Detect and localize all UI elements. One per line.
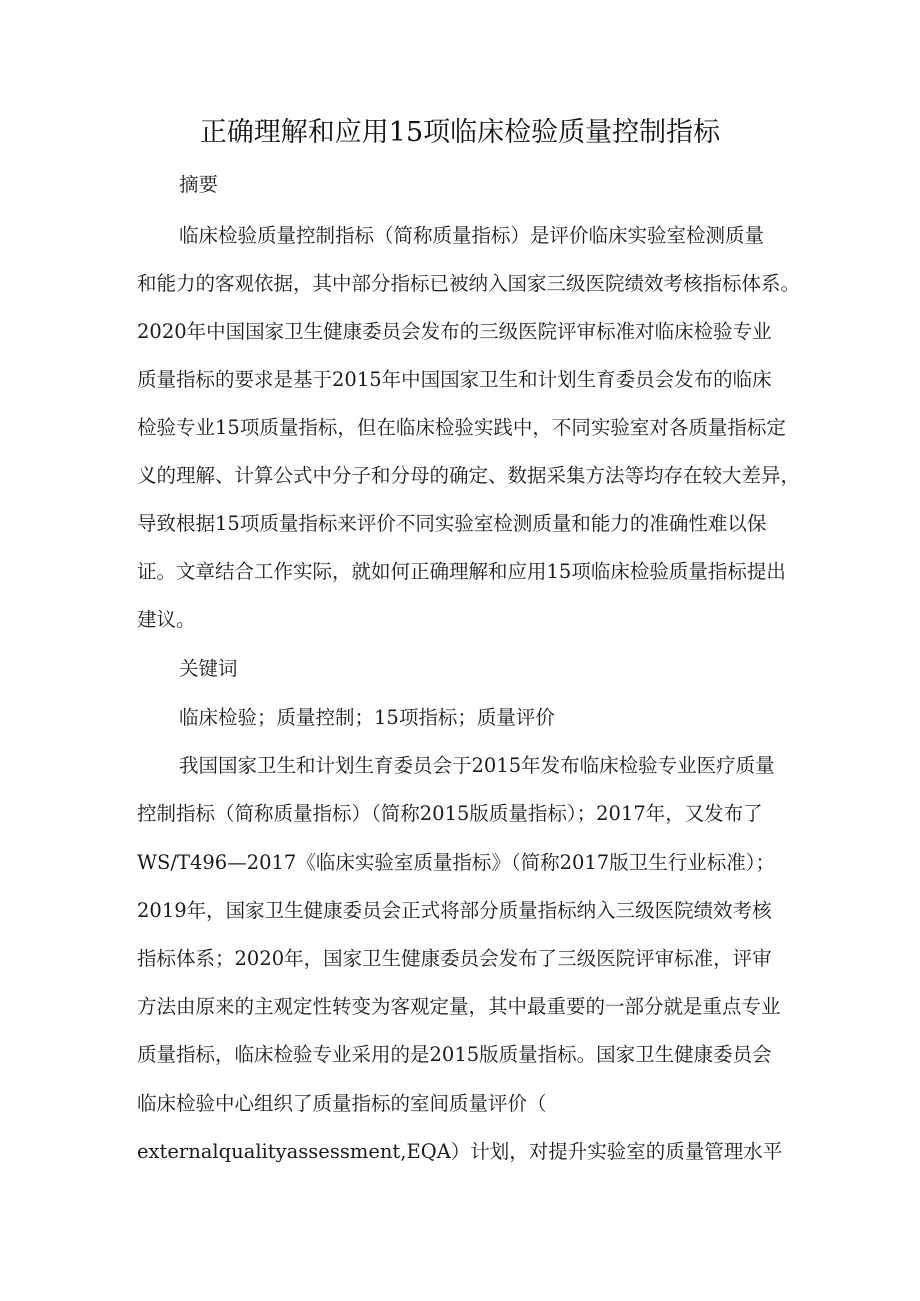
body-line: 质量指标，临床检验专业采用的是2015版质量指标。国家卫生健康委员会	[137, 1043, 772, 1066]
keywords-line: 临床检验；质量控制；15项指标；质量评价	[179, 706, 555, 729]
abstract-line: 导致根据15项质量指标来评价不同实验室检测质量和能力的准确性难以保	[137, 512, 767, 535]
abstract-line: 2020年中国国家卫生健康委员会发布的三级医院评审标准对临床检验专业	[137, 320, 772, 343]
abstract-line: 义的理解、计算公式中分子和分母的确定、数据采集方法等均存在较大差异，	[137, 464, 801, 487]
body-line: externalqualityassessment,EQA）计划，对提升实验室的质量管理水平	[137, 1140, 783, 1163]
body-line: WS/T496—2017《临床实验室质量指标》（简称2017版卫生行业标准）；	[137, 851, 775, 874]
body-line: 2019年，国家卫生健康委员会正式将部分质量指标纳入三级医院绩效考核	[137, 899, 772, 922]
abstract-line: 证。文章结合工作实际，就如何正确理解和应用15项临床检验质量指标提出	[137, 560, 786, 583]
body-line: 指标体系；2020年，国家卫生健康委员会发布了三级医院评审标准，评审	[137, 947, 772, 970]
document-title: 正确理解和应用15项临床检验质量控制指标	[199, 117, 721, 148]
body-line: 控制指标（简称质量指标）（简称2015版质量指标）；2017年，又发布了	[137, 802, 763, 825]
abstract-line: 建议。	[137, 608, 196, 631]
body-line: 方法由原来的主观定性转变为客观定量，其中最重要的一部分就是重点专业	[137, 995, 781, 1018]
abstract-heading: 摘要	[179, 173, 219, 196]
abstract-line: 质量指标的要求是基于2015年中国国家卫生和计划生育委员会发布的临床	[137, 368, 772, 391]
abstract-line: 和能力的客观依据，其中部分指标已被纳入国家三级医院绩效考核指标体系。	[137, 272, 801, 295]
keywords-heading: 关键词	[179, 657, 238, 680]
abstract-line: 临床检验质量控制指标（简称质量指标）是评价临床实验室检测质量	[179, 224, 765, 247]
body-line: 我国国家卫生和计划生育委员会于2015年发布临床检验专业医疗质量	[179, 754, 775, 777]
body-line: 临床检验中心组织了质量指标的室间质量评价（	[137, 1092, 547, 1115]
abstract-line: 检验专业15项质量指标，但在临床检验实践中，不同实验室对各质量指标定	[137, 416, 786, 439]
